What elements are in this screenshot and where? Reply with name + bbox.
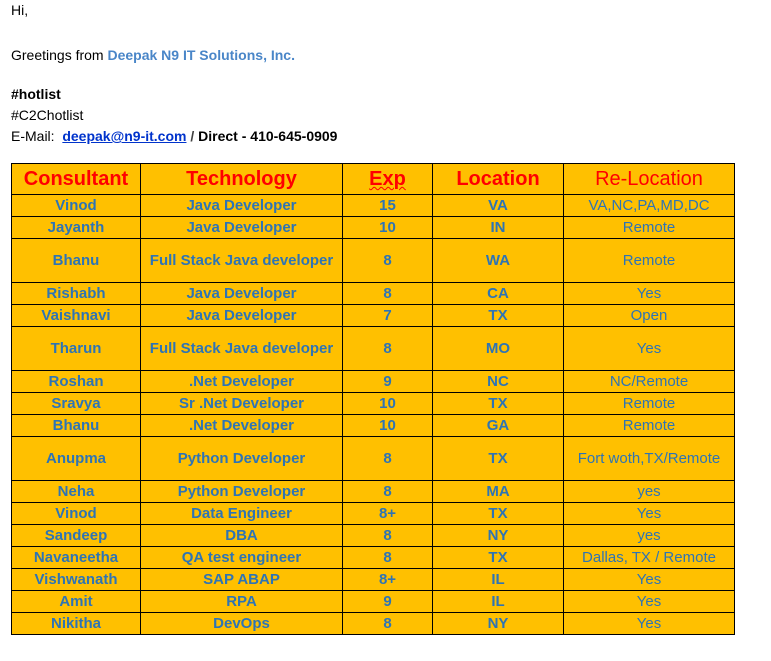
direct-phone: Direct - 410-645-0909 (198, 128, 338, 144)
cell-exp: 8 (343, 437, 433, 481)
cell-technology: Full Stack Java developer (141, 239, 343, 283)
cell-relocation: Yes (564, 591, 735, 613)
cell-location: TX (433, 547, 564, 569)
cell-technology: DevOps (141, 613, 343, 635)
table-row (12, 437, 735, 481)
cell-exp: 9 (343, 371, 433, 393)
table-row (12, 327, 735, 371)
cell-relocation: Yes (564, 283, 735, 305)
cell-relocation: NC/Remote (564, 371, 735, 393)
cell-exp: 8 (343, 547, 433, 569)
cell-location: IL (433, 591, 564, 613)
cell-consultant: Bhanu (12, 415, 141, 437)
table-row (12, 195, 735, 217)
cell-consultant: Sandeep (12, 525, 141, 547)
cell-relocation: Remote (564, 217, 735, 239)
cell-location: IL (433, 569, 564, 591)
cell-location: IN (433, 217, 564, 239)
cell-location: NY (433, 613, 564, 635)
cell-relocation: VA,NC,PA,MD,DC (564, 195, 735, 217)
cell-location: TX (433, 503, 564, 525)
cell-location: NC (433, 371, 564, 393)
cell-exp: 10 (343, 415, 433, 437)
table-header-row (12, 164, 735, 195)
cell-relocation: yes (564, 525, 735, 547)
cell-exp: 8 (343, 327, 433, 371)
cell-location: MO (433, 327, 564, 371)
table-row (12, 547, 735, 569)
cell-technology: Java Developer (141, 305, 343, 327)
cell-consultant: Navaneetha (12, 547, 141, 569)
cell-consultant: Vinod (12, 503, 141, 525)
cell-consultant: Roshan (12, 371, 141, 393)
table-row (12, 569, 735, 591)
cell-relocation: Open (564, 305, 735, 327)
cell-exp: 15 (343, 195, 433, 217)
table-row (12, 481, 735, 503)
cell-consultant: Vishwanath (12, 569, 141, 591)
cell-technology: Sr .Net Developer (141, 393, 343, 415)
cell-location: CA (433, 283, 564, 305)
email-link[interactable]: deepak@n9-it.com (62, 128, 187, 144)
cell-technology: Full Stack Java developer (141, 327, 343, 371)
cell-exp: 8+ (343, 569, 433, 591)
cell-technology: Java Developer (141, 283, 343, 305)
cell-consultant: Neha (12, 481, 141, 503)
cell-exp: 8 (343, 613, 433, 635)
cell-consultant: Nikitha (12, 613, 141, 635)
cell-location: WA (433, 239, 564, 283)
cell-technology: Data Engineer (141, 503, 343, 525)
greeting: Hi, (11, 2, 29, 18)
cell-exp: 8+ (343, 503, 433, 525)
cell-relocation: Yes (564, 503, 735, 525)
cell-exp: 8 (343, 481, 433, 503)
cell-location: VA (433, 195, 564, 217)
cell-relocation: Yes (564, 327, 735, 371)
cell-consultant: Rishabh (12, 283, 141, 305)
table-row (12, 217, 735, 239)
cell-consultant: Bhanu (12, 239, 141, 283)
cell-technology: Java Developer (141, 217, 343, 239)
header-consultant: Consultant (12, 164, 141, 195)
cell-consultant: Tharun (12, 327, 141, 371)
cell-relocation: Yes (564, 613, 735, 635)
cell-relocation: yes (564, 481, 735, 503)
hashtag-hotlist: #hotlist (11, 86, 61, 102)
cell-location: GA (433, 415, 564, 437)
cell-technology: DBA (141, 525, 343, 547)
cell-relocation: Remote (564, 393, 735, 415)
cell-exp: 8 (343, 239, 433, 283)
header-exp (343, 164, 433, 195)
table-row (12, 415, 735, 437)
cell-technology: Java Developer (141, 195, 343, 217)
cell-consultant: Sravya (12, 393, 141, 415)
email-label: E-Mail: (11, 128, 55, 144)
company-name: Deepak N9 IT Solutions, Inc. (107, 47, 295, 63)
cell-location: TX (433, 305, 564, 327)
table-row (12, 503, 735, 525)
cell-location: TX (433, 393, 564, 415)
table-row (12, 591, 735, 613)
cell-relocation: Fort woth,TX/Remote (564, 437, 735, 481)
intro-prefix: Greetings from (11, 47, 108, 63)
table-row (12, 283, 735, 305)
cell-technology: RPA (141, 591, 343, 613)
cell-technology: Python Developer (141, 481, 343, 503)
cell-consultant: Vinod (12, 195, 141, 217)
cell-technology: SAP ABAP (141, 569, 343, 591)
cell-location: TX (433, 437, 564, 481)
cell-relocation: Yes (564, 569, 735, 591)
cell-exp: 8 (343, 283, 433, 305)
cell-technology: .Net Developer (141, 415, 343, 437)
header-exp-label: Exp (369, 168, 406, 190)
cell-consultant: Jayanth (12, 217, 141, 239)
header-technology: Technology (141, 164, 343, 195)
cell-technology: QA test engineer (141, 547, 343, 569)
cell-relocation: Remote (564, 239, 735, 283)
cell-exp: 10 (343, 217, 433, 239)
cell-relocation: Remote (564, 415, 735, 437)
table-row (12, 305, 735, 327)
table-row (12, 239, 735, 283)
cell-exp: 7 (343, 305, 433, 327)
cell-technology: .Net Developer (141, 371, 343, 393)
cell-technology: Python Developer (141, 437, 343, 481)
table-row (12, 393, 735, 415)
cell-consultant: Vaishnavi (12, 305, 141, 327)
table-row (12, 371, 735, 393)
cell-location: NY (433, 525, 564, 547)
cell-consultant: Amit (12, 591, 141, 613)
table-row (12, 525, 735, 547)
cell-exp: 8 (343, 525, 433, 547)
direct-separator: / (190, 128, 199, 144)
cell-relocation: Dallas, TX / Remote (564, 547, 735, 569)
hashtag-c2c: #C2Chotlist (11, 107, 84, 123)
cell-exp: 10 (343, 393, 433, 415)
hotlist-table (11, 163, 735, 635)
header-location: Location (433, 164, 564, 195)
cell-exp: 9 (343, 591, 433, 613)
contact-line (11, 127, 337, 145)
table-row (12, 613, 735, 635)
intro-line (11, 46, 295, 64)
cell-consultant: Anupma (12, 437, 141, 481)
header-relocation: Re-Location (564, 164, 735, 195)
cell-location: MA (433, 481, 564, 503)
